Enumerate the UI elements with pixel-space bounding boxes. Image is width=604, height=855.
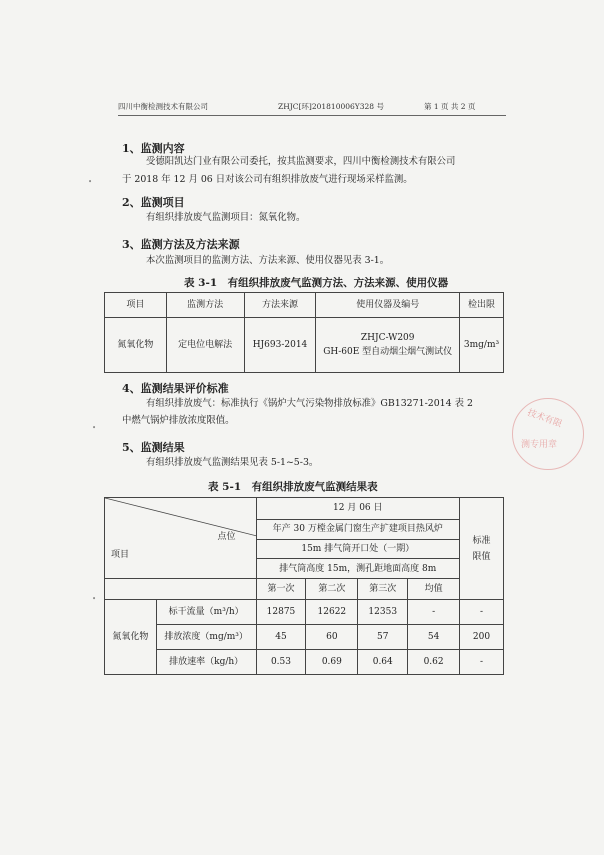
- table-3-1: [104, 292, 504, 373]
- section-2-title: 2、监测项目: [122, 196, 185, 209]
- param-flow: 标干流量（m³/h）: [156, 600, 256, 625]
- point-line3: 排气筒高度 15m，测孔距地面高度 8m: [256, 559, 460, 579]
- section-3-text: 本次监测项目的监测方法、方法来源、使用仪器见表 3-1。: [146, 255, 390, 266]
- section-1-title: 1、监测内容: [122, 142, 185, 155]
- scan-speck: •: [88, 178, 93, 186]
- header-company: 四川中衡检测技术有限公司: [118, 102, 208, 111]
- instrument-code: ZHJC-W209: [360, 333, 415, 343]
- flow-3: 12353: [358, 600, 408, 625]
- table-3-1-instrument: [316, 318, 460, 373]
- table-5-1-caption: 表 5-1 有组织排放废气监测结果表: [208, 481, 378, 493]
- table-3-1-header-source: 方法来源: [244, 293, 316, 318]
- param-rate: 排放速率（kg/h）: [156, 650, 256, 675]
- rate-standard: -: [460, 650, 504, 675]
- table-5-1-corner-cell: [105, 498, 257, 579]
- flow-standard: -: [460, 600, 504, 625]
- instrument-name: GH-60E 型自动烟尘烟气测试仪: [323, 347, 453, 357]
- table-3-1-header-instrument: 使用仪器及编号: [316, 293, 460, 318]
- point-line2: 15m 排气筒开口处（一期）: [256, 539, 460, 559]
- table-row: [105, 650, 504, 675]
- conc-mean: 54: [408, 625, 460, 650]
- table-5-1-standard-header: 标准限值: [460, 498, 504, 600]
- table-row: [105, 625, 504, 650]
- header-page-number: 第 1 页 共 2 页: [424, 102, 476, 111]
- conc-3: 57: [358, 625, 408, 650]
- table-row: [105, 318, 504, 373]
- rate-3: 0.64: [358, 650, 408, 675]
- section-5-text: 有组织排放废气监测结果见表 5-1~5-3。: [146, 457, 319, 468]
- header-divider: [118, 115, 506, 116]
- flow-mean: -: [408, 600, 460, 625]
- section-4-text-line2: 中燃气锅炉排放浓度限值。: [122, 415, 235, 426]
- table-3-1-method: 定电位电解法: [166, 318, 244, 373]
- section-4-title: 4、监测结果评价标准: [122, 382, 229, 395]
- section-3-title: 3、监测方法及方法来源: [122, 238, 240, 251]
- scan-speck: •: [92, 595, 97, 603]
- section-2-text: 有组织排放废气监测项目：氮氧化物。: [146, 212, 306, 223]
- corner-spacer: [105, 579, 257, 600]
- section-1-text-line1: 受德阳凯达门业有限公司委托，按其监测要求，四川中衡检测技术有限公司: [146, 156, 456, 167]
- section-4-text-line1: 有组织排放废气：标准执行《锅炉大气污染物排放标准》GB13271-2014 表 2: [146, 398, 473, 409]
- col-first: 第一次: [256, 579, 306, 600]
- pollutant-name: 氮氧化物: [105, 600, 157, 675]
- header-report-number: ZHJC[环]201810006Y328 号: [278, 102, 384, 111]
- table-3-1-source: HJ693-2014: [244, 318, 316, 373]
- table-3-1-caption: 表 3-1 有组织排放废气监测方法、方法来源、使用仪器: [184, 277, 449, 289]
- rate-2: 0.69: [306, 650, 358, 675]
- table-5-1-date: 12 月 06 日: [256, 498, 460, 520]
- section-1-text-line2: 于 2018 年 12 月 06 日对该公司有组织排放废气进行现场采样监测。: [122, 174, 413, 185]
- col-mean: 均值: [408, 579, 460, 600]
- corner-item-label: 项目: [111, 550, 130, 560]
- rate-1: 0.53: [256, 650, 306, 675]
- conc-1: 45: [256, 625, 306, 650]
- section-5-title: 5、监测结果: [122, 441, 185, 454]
- scan-speck: •: [92, 424, 97, 432]
- table-5-1: [104, 497, 504, 675]
- table-3-1-limit: 3mg/m³: [460, 318, 504, 373]
- flow-1: 12875: [256, 600, 306, 625]
- point-line1: 年产 30 万樘金属门窗生产扩建项目热风炉: [256, 519, 460, 539]
- conc-2: 60: [306, 625, 358, 650]
- inspection-seal: 技术有限 测专用章: [512, 398, 584, 470]
- table-3-1-header-limit: 检出限: [460, 293, 504, 318]
- table-3-1-header-item: 项目: [105, 293, 167, 318]
- table-3-1-header-method: 监测方法: [166, 293, 244, 318]
- table-row: [105, 600, 504, 625]
- conc-standard: 200: [460, 625, 504, 650]
- page-header: [118, 101, 506, 115]
- corner-point-label: 点位: [217, 532, 236, 542]
- param-concentration: 排放浓度（mg/m³）: [156, 625, 256, 650]
- col-third: 第三次: [358, 579, 408, 600]
- rate-mean: 0.62: [408, 650, 460, 675]
- flow-2: 12622: [306, 600, 358, 625]
- table-3-1-item: 氮氧化物: [105, 318, 167, 373]
- col-second: 第二次: [306, 579, 358, 600]
